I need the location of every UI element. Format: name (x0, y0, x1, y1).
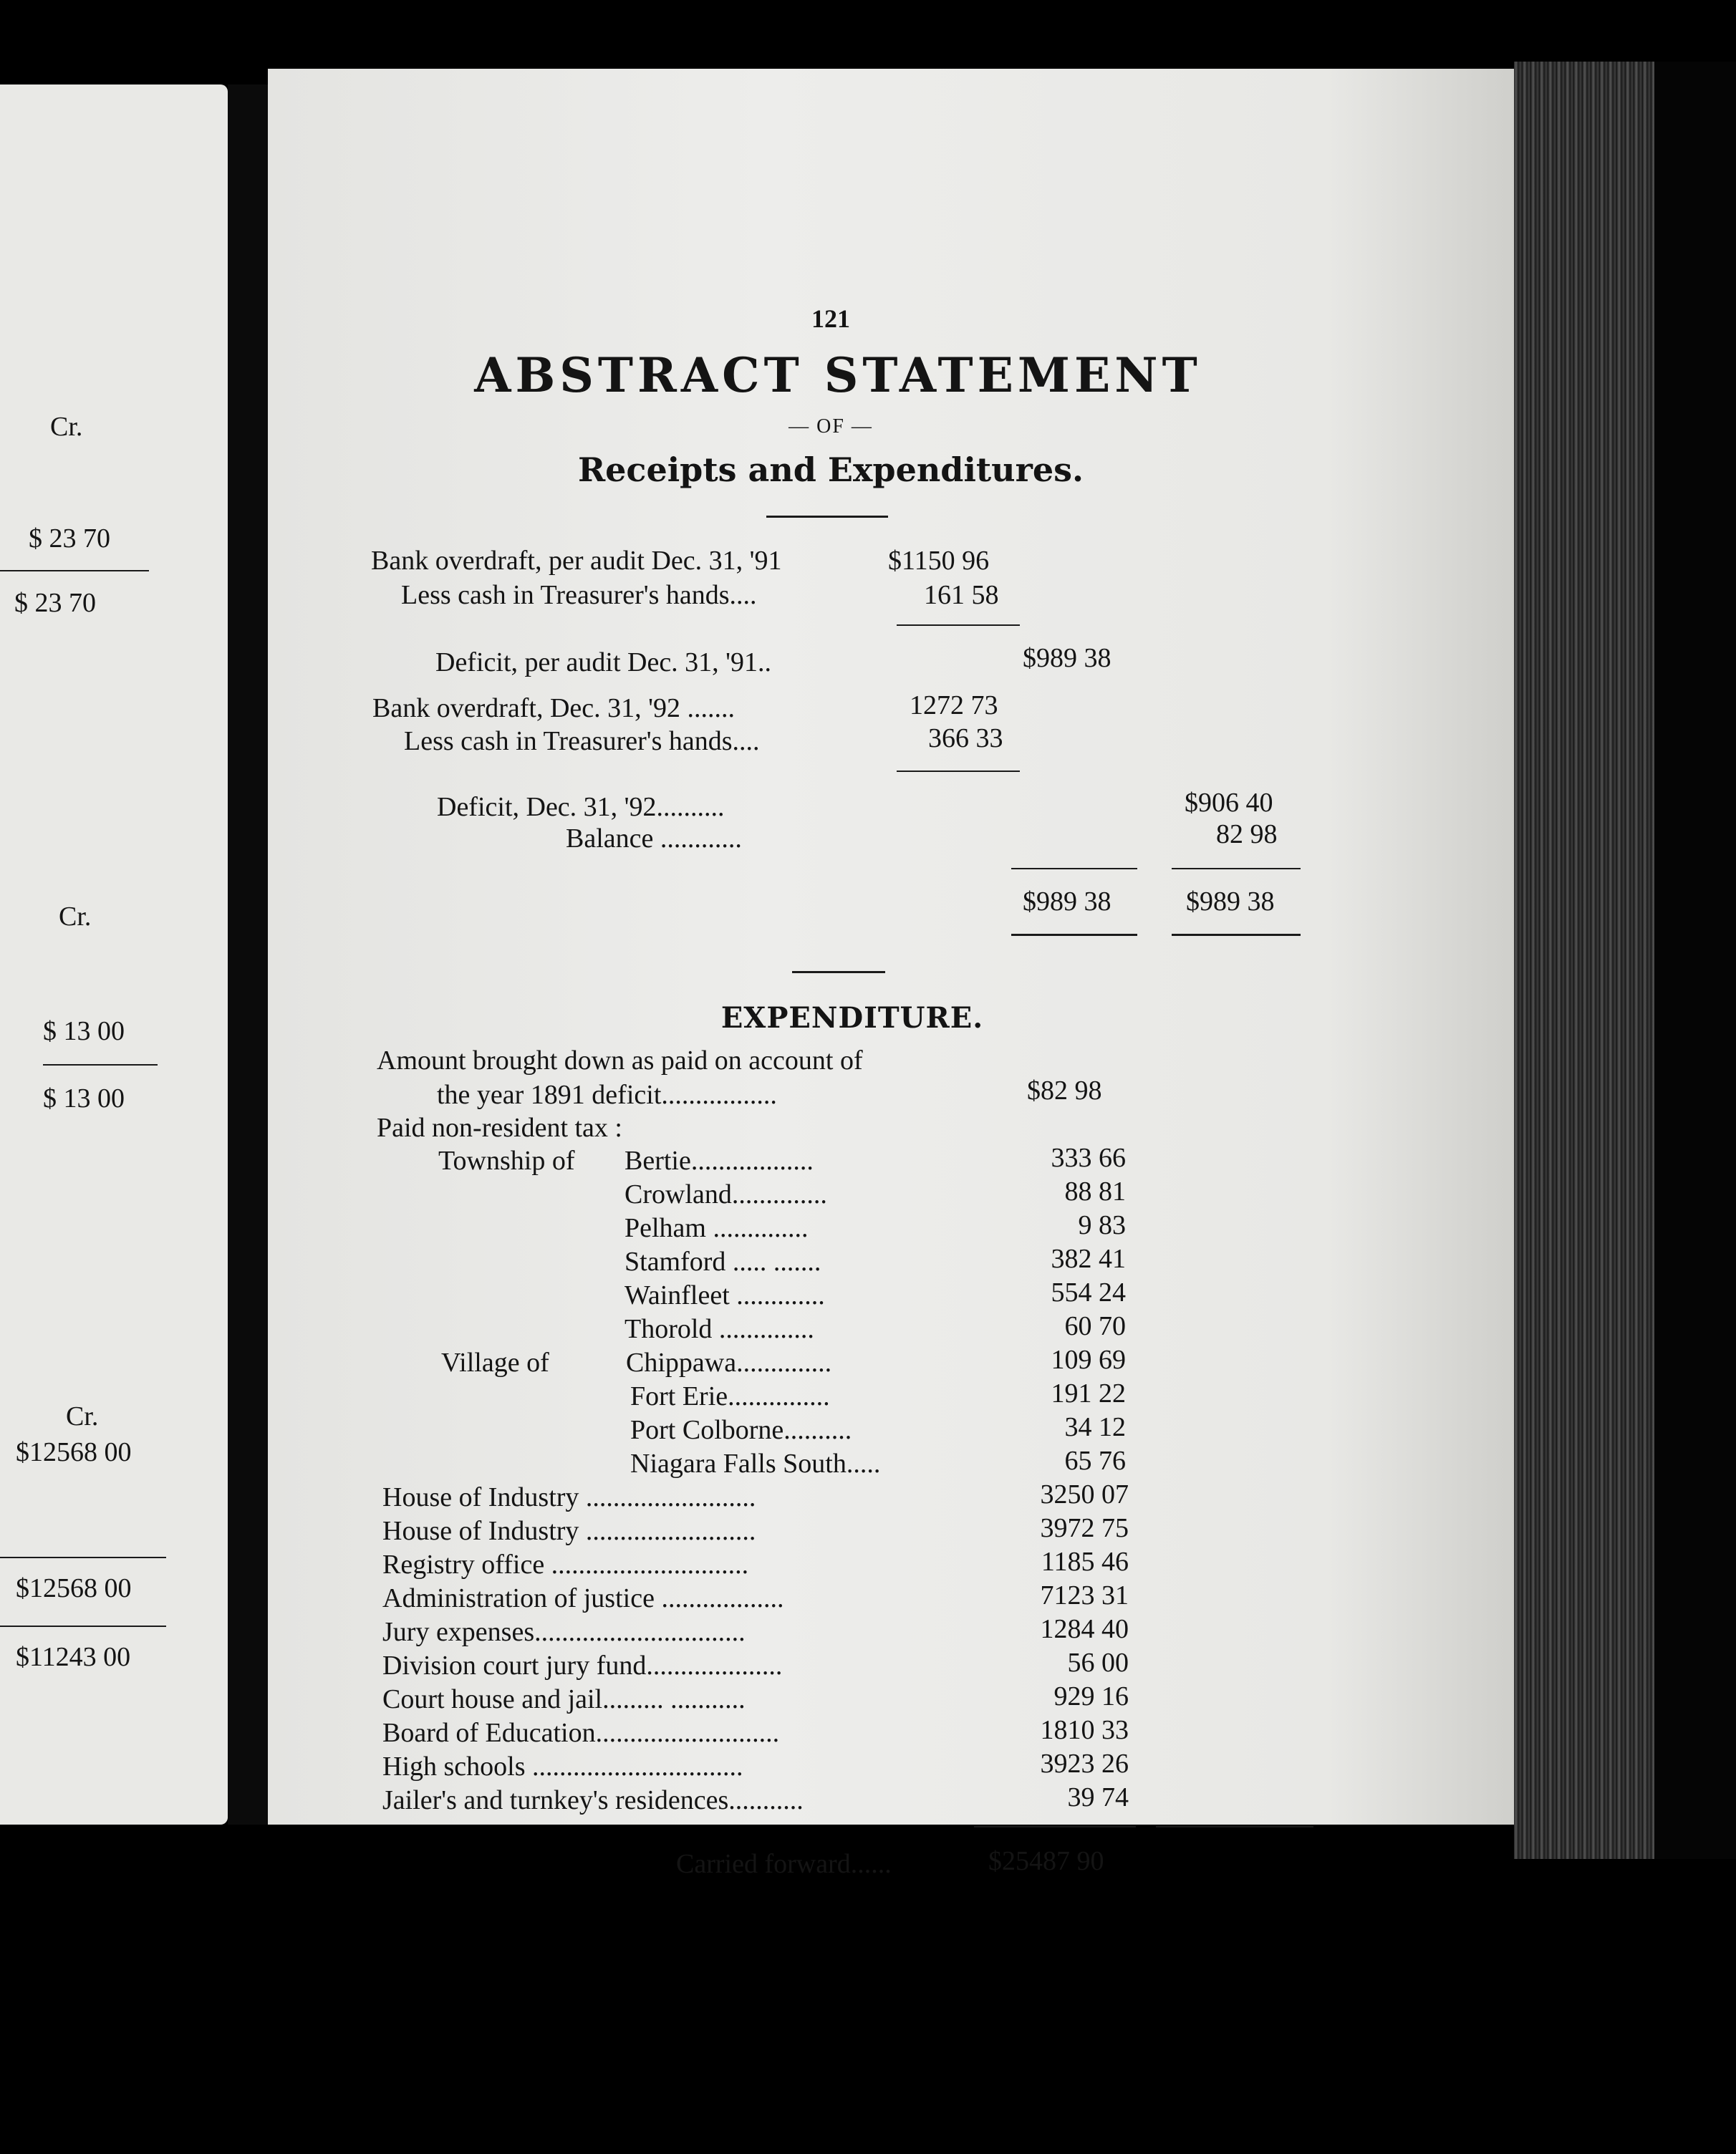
township-name: Stamford ..... ....... (625, 1247, 821, 1277)
expenditure-item-label: Jailer's and turnkey's residences........... (382, 1785, 804, 1815)
balance-label: Balance ............ (566, 824, 742, 854)
left-page-entry: Cr. (66, 1401, 99, 1431)
less-cash-92-value: 366 33 (928, 723, 1003, 753)
village-name: Chippawa.............. (626, 1348, 832, 1378)
expenditure-item-label: Division court jury fund.................... (382, 1651, 783, 1681)
township-name: Wainfleet ............. (625, 1280, 825, 1310)
left-page-entry: $12568 00 (16, 1573, 132, 1603)
double-rule (1011, 934, 1137, 936)
expenditure-item-value: 1810 33 (1040, 1715, 1129, 1745)
left-page-entry: $ 13 00 (43, 1083, 125, 1114)
township-prefix: Township of (438, 1146, 575, 1176)
left-page-entry: $11243 00 (16, 1642, 131, 1672)
bank-overdraft-92-value: 1272 73 (910, 690, 998, 720)
village-name: Port Colborne.......... (630, 1415, 852, 1445)
title-connector: — OF — (789, 415, 873, 438)
page-number: 121 (811, 304, 850, 333)
left-rule (0, 570, 149, 571)
deficit-92-value: $906 40 (1185, 788, 1273, 818)
township-value: 382 41 (1051, 1244, 1126, 1274)
carried-rule (974, 1826, 1136, 1827)
township-value: 554 24 (1051, 1278, 1126, 1308)
bank-overdraft-91-label: Bank overdraft, per audit Dec. 31, '91 (371, 546, 782, 576)
village-value: 191 22 (1051, 1378, 1126, 1409)
balance-value: 82 98 (1216, 819, 1278, 849)
village-value: 65 76 (1064, 1446, 1126, 1476)
carried-rule (1156, 1826, 1313, 1827)
deficit-92-label: Deficit, Dec. 31, '92.......... (437, 792, 725, 822)
left-page-entry: Cr. (59, 902, 92, 932)
brought-down-value: $82 98 (1027, 1076, 1102, 1106)
less-cash-92-label: Less cash in Treasurer's hands.... (404, 726, 760, 756)
expenditure-item-label: House of Industry ......................... (382, 1516, 756, 1546)
left-page-entry: $12568 00 (16, 1437, 132, 1467)
section-rule (792, 971, 885, 973)
total-left-value: $989 38 (1023, 887, 1111, 917)
expenditure-item-label: Court house and jail......... ........... (382, 1684, 746, 1714)
expenditure-item-value: 3972 75 (1040, 1513, 1129, 1543)
carried-forward-label: Carried forward...... (676, 1849, 892, 1879)
township-value: 88 81 (1064, 1177, 1126, 1207)
total-rule (1172, 868, 1301, 869)
expenditure-item-value: 1284 40 (1040, 1614, 1129, 1644)
expenditure-item-value: 7123 31 (1040, 1580, 1129, 1610)
carried-forward-value: $25487 90 (988, 1846, 1104, 1876)
subtotal-rule (897, 624, 1020, 626)
expenditure-item-value: 39 74 (1067, 1782, 1129, 1812)
deficit-91-label: Deficit, per audit Dec. 31, '91.. (435, 647, 772, 677)
non-resident-label: Paid non-resident tax : (377, 1113, 622, 1143)
total-rule (1011, 868, 1137, 869)
township-name: Bertie.................. (625, 1146, 814, 1176)
book-gutter (228, 84, 268, 1825)
expenditure-item-value: 929 16 (1053, 1681, 1129, 1711)
less-cash-91-label: Less cash in Treasurer's hands.... (401, 580, 757, 610)
expenditure-item-value: 3923 26 (1040, 1749, 1129, 1779)
deficit-91-value: $989 38 (1023, 643, 1111, 673)
expenditure-item-value: 56 00 (1067, 1648, 1129, 1678)
village-prefix: Village of (441, 1348, 549, 1378)
township-value: 9 83 (1078, 1210, 1126, 1240)
township-value: 333 66 (1051, 1143, 1126, 1173)
township-name: Pelham .............. (625, 1213, 809, 1243)
expenditure-item-label: Administration of justice .................. (382, 1583, 784, 1613)
expenditure-item-value: 1185 46 (1041, 1547, 1129, 1577)
double-rule (1172, 934, 1301, 936)
expenditure-heading: EXPENDITURE. (720, 1001, 984, 1035)
expenditure-item-label: Registry office ............................. (382, 1550, 749, 1580)
left-page-entry: $ 23 70 (29, 523, 110, 554)
left-page-entry: $ 23 70 (14, 588, 96, 618)
subtotal-rule (897, 771, 1020, 772)
less-cash-91-value: 161 58 (924, 580, 999, 610)
edge-shadow (1654, 62, 1736, 1859)
expenditure-item-label: Jury expenses............................... (382, 1617, 746, 1647)
expenditure-item-value: 3250 07 (1040, 1479, 1129, 1510)
left-page (0, 84, 228, 1825)
expenditure-item-label: High schools ............................... (382, 1752, 743, 1782)
page-edges (1514, 62, 1654, 1859)
left-page-entry: Cr. (50, 412, 83, 442)
village-value: 34 12 (1064, 1412, 1126, 1442)
township-name: Thorold .............. (625, 1314, 814, 1344)
township-value: 60 70 (1064, 1311, 1126, 1341)
brought-down-line2: the year 1891 deficit................. (437, 1080, 777, 1110)
bank-overdraft-91-value: $1150 96 (888, 546, 990, 576)
page-subtitle: Receipts and Expenditures. (577, 450, 1084, 489)
page-title: ABSTRACT STATEMENT (474, 347, 1202, 403)
left-rule (0, 1626, 166, 1627)
township-name: Crowland.............. (625, 1179, 827, 1209)
expenditure-item-label: House of Industry ......................... (382, 1482, 756, 1512)
total-right-value: $989 38 (1186, 887, 1275, 917)
left-rule (43, 1064, 158, 1066)
village-name: Niagara Falls South..... (630, 1449, 881, 1479)
expenditure-item-label: Board of Education........................... (382, 1718, 780, 1748)
left-page-entry: $ 13 00 (43, 1016, 125, 1046)
brought-down-line1: Amount brought down as paid on account of (377, 1045, 863, 1076)
village-value: 109 69 (1051, 1345, 1126, 1375)
bank-overdraft-92-label: Bank overdraft, Dec. 31, '92 ....... (372, 693, 735, 723)
village-name: Fort Erie............... (630, 1381, 830, 1411)
header-rule (766, 516, 888, 518)
left-rule (0, 1557, 166, 1558)
